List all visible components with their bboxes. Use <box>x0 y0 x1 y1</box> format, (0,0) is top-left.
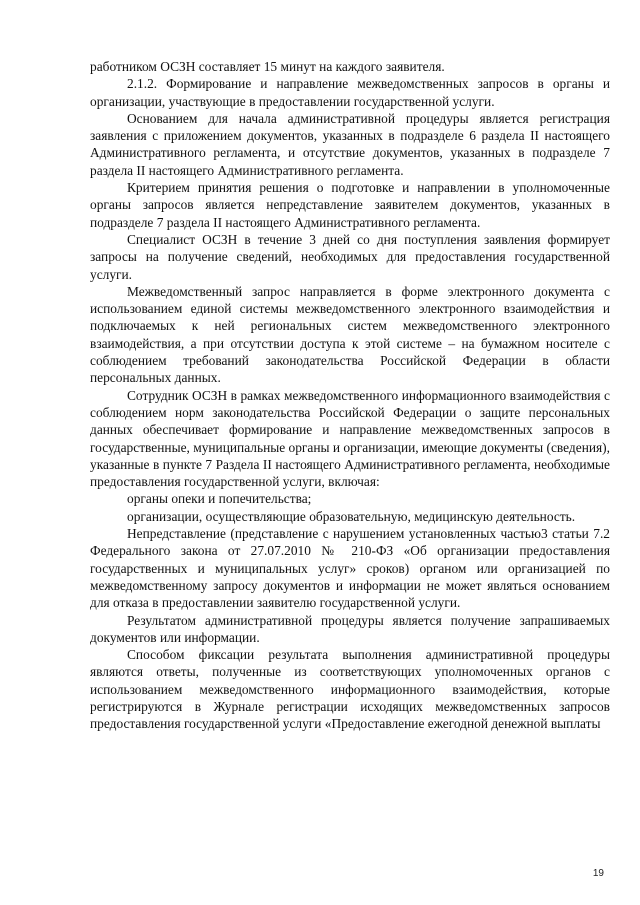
list-item: организации, осуществляющие образовательную, медицинскую деятельность. <box>127 508 576 524</box>
paragraph: Специалист ОСЗН в течение 3 дней со дня поступления заявления формирует запросы на получение сведений, необходимых для предоставления государственной услуги. <box>90 231 610 282</box>
paragraph: Основанием для начала административной процедуры является регистрация заявления с приложением документов, указанных в подразделе 6 раздела II настоящего Административного регламента, и отсутствие документов, указанных в подразделе 7 раздела II настоящего Административного регламента. <box>90 110 610 178</box>
list-item: органы опеки и попечительства; <box>127 491 312 507</box>
paragraph-section-heading: 2.1.2. Формирование и направление межведомственных запросов в органы и организации, участвующие в предоставлении государственной услуги. <box>90 76 610 109</box>
paragraph: Межведомственный запрос направляется в форме электронного документа с использованием единой системы межведомственного электронного взаимодействия и подключаемых к ней региональных систем межведомственного электронного взаимодействия, а при отсутствии доступа к этой системе – на бумажном носителе с соблюдением требований законодательства Российской Федерации в области персональных данных. <box>90 283 610 386</box>
paragraph: Сотрудник ОСЗН в рамках межведомственного информационного взаимодействия с соблюдением норм законодательства Российской Федерации о защите персональных данных обеспечивает формирование и направление межведомственных запросов в государственные, муниципальные органы и организации, имеющие документы (сведения), указанные в пункте 7 Раздела II настоящего Административного регламента, необходимые предоставления государственной услуги, включая: <box>90 387 610 490</box>
paragraph: Критерием принятия решения о подготовке и направлении в уполномоченные органы запросов является непредставление заявителем документов, указанных в подразделе 7 раздела II настоящего Административного регламента. <box>90 180 610 230</box>
paragraph: Способом фиксации результата выполнения административной процедуры являются ответы, полученные из соответствующих уполномоченных органов с использованием межведомственного информационного взаимодействия, которые регистрируются в Журнале регистрации исходящих межведомственных запросов предоставления государственной услуги «Предоставление ежегодной денежной выплаты <box>90 647 610 732</box>
page-number: 19 <box>592 868 604 879</box>
paragraph: Результатом административной процедуры является получение запрашиваемых документов или информации. <box>90 612 610 645</box>
paragraph: Непредставление (представление с нарушением установленных частью3 статьи 7.2 Федерального закона от 27.07.2010 № 210-ФЗ «Об организации предоставления государственных и муниципальных услуг» сроков) органом или организацией по межведомственному запросу документов и информации не может являться основанием для отказа в предоставлении заявителю государственной услуги. <box>90 526 610 611</box>
document-body <box>90 58 610 733</box>
paragraph-continuation: работником ОСЗН составляет 15 минут на каждого заявителя. <box>90 59 445 74</box>
